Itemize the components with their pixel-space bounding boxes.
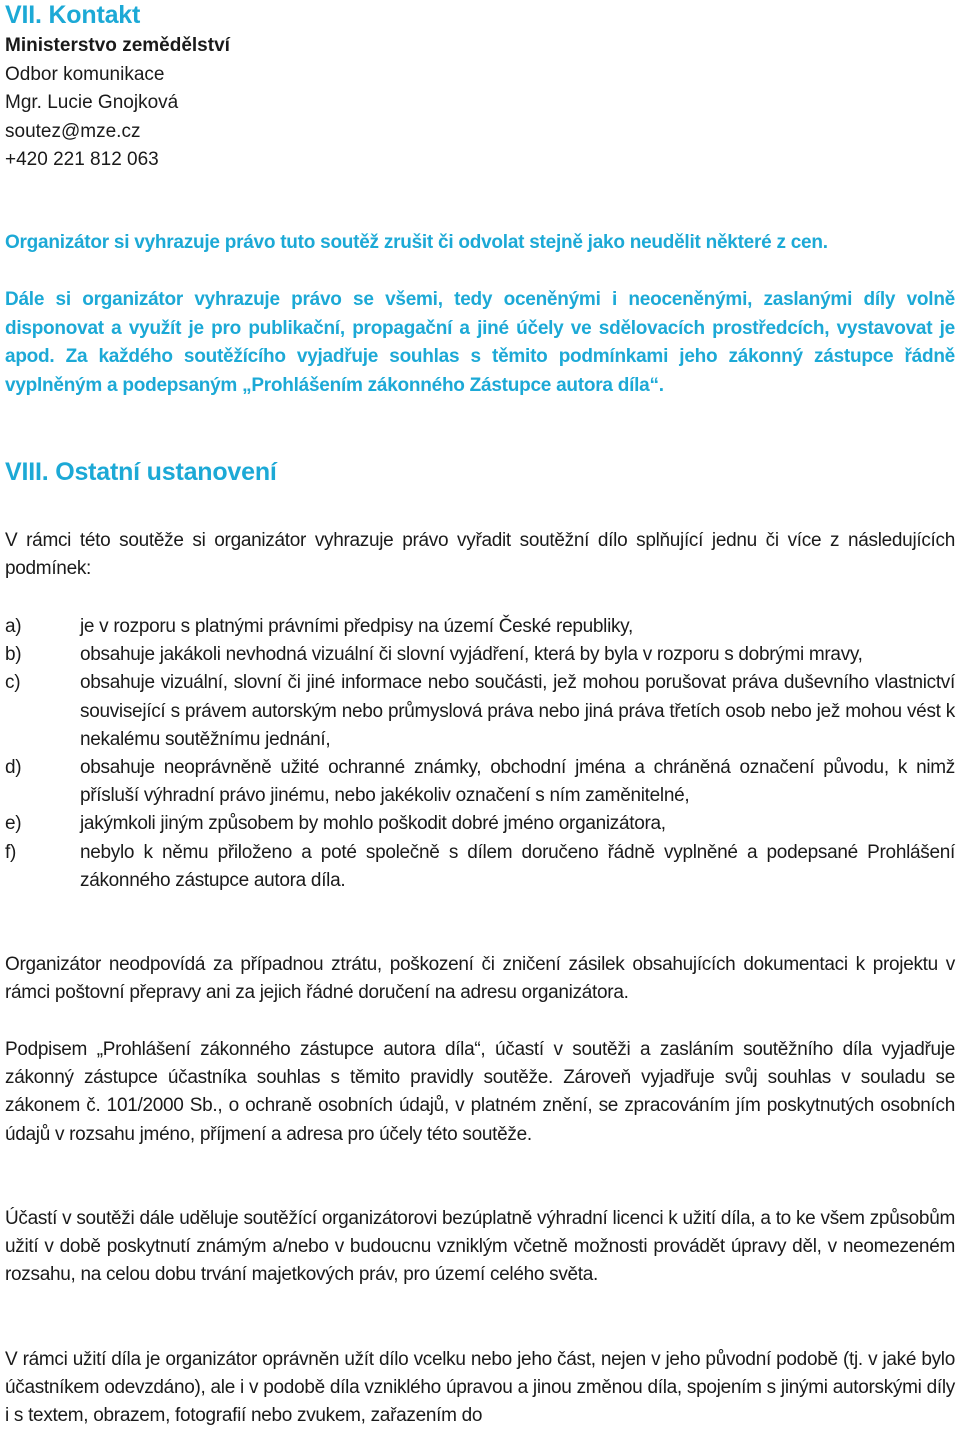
signature-paragraph: Podpisem „Prohlášení zákonného zástupce autora díla“, účastí v soutěži a zasláním soutěžního díla vyjadřuje zákonný zástupce účastníka souhlas s těmito pravidly soutěže. Zároveň vyjadřuje svůj souhlas v souladu se zákonem č. 101/2000 Sb., o ochraně osobních údajů, v platném znění, se zpracováním jím poskytnutých osobních údajů v rozsahu jméno, příjmení a adresa pro účely této soutěže. [5, 1039, 955, 1145]
list-item [5, 839, 955, 895]
list-marker: b) [5, 644, 22, 666]
list-item-text: obsahuje neoprávněně užité ochranné známky, obchodní jména a chráněná označení původu, k nimž přísluší výhradní právo jinému, nebo jakékoliv označení s ním zaměnitelné, [80, 757, 955, 807]
list-item [5, 754, 955, 810]
list-item [5, 641, 955, 669]
list-item-text: je v rozporu s platnými právními předpisy na území České republiky, [80, 616, 633, 637]
intro-paragraph: V rámci této soutěže si organizátor vyhrazuje právo vyřadit soutěžní dílo splňující jednu či více z následujících podmínek: [5, 530, 955, 580]
list-item-text: nebylo k němu přiloženo a poté společně s dílem doručeno řádně vyplněné a podepsané Prohlášení zákonného zástupce autora díla. [80, 841, 955, 891]
contact-organization: Ministerstvo zemědělství [5, 35, 230, 56]
list-item-text: obsahuje vizuální, slovní či jiné informace nebo součásti, jež mohou porušovat práva duševního vlastnictví související s právem autorským nebo průmyslová práva nebo jiná práva třetích osob nebo jež mohou vést k nekalému soutěžnímu jednání, [80, 672, 955, 750]
note-cancel: Organizátor si vyhrazuje právo tuto soutěž zrušit či odvolat stejně jako neudělit některé z cen. [5, 232, 828, 253]
contact-person: Mgr. Lucie Gnojková [5, 92, 179, 113]
list-item [5, 613, 955, 641]
list-item [5, 669, 955, 754]
list-marker: c) [5, 672, 21, 694]
liability-paragraph: Organizátor neodpovídá za případnou ztrátu, poškození či zničení zásilek obsahujících dokumentaci k projektu v rámci poštovní přepravy ani za jejich řádné doručení na adresu organizátora. [5, 954, 955, 1004]
contact-email: soutez@mze.cz [5, 120, 141, 142]
list-item [5, 810, 955, 838]
contact-block [5, 32, 230, 175]
note-rights: Dále si organizátor vyhrazuje právo se všemi, tedy oceněnými i neoceněnými, zaslanými díly volně disponovat a využít je pro publikační, propagační a jiné účely ve sdělovacích prostředcích, vystavovat je apod. Za každého soutěžícího vyjadřuje souhlas s těmito podmínkami jeho zákonný zástupce řádně vyplněným a podepsaným „Prohlášením zákonného Zástupce autora díla“. [5, 289, 955, 396]
list-item-text: obsahuje jakákoli nevhodná vizuální či slovní vyjádření, která by byla v rozporu s dobrými mravy, [80, 644, 863, 666]
conditions-list [5, 613, 955, 895]
list-item-text: jakýmkoli jiným způsobem by mohlo poškodit dobré jméno organizátora, [80, 813, 666, 835]
usage-paragraph: V rámci užití díla je organizátor oprávněn užít dílo vcelku nebo jeho část, nejen v jeho původní podobě (tj. v jaké bylo účastníkem odevzdáno), ale i v podobě díla vzniklého úpravou a jinou změnou díla, spojením s jinými autorskými díly i s textem, obrazem, fotografií nebo zvukem, zařazením do [5, 1349, 955, 1427]
list-marker: a) [5, 616, 22, 637]
section-heading-ostatni-ustanoveni: VIII. Ostatní ustanovení [5, 458, 277, 486]
license-paragraph: Účastí v soutěži dále uděluje soutěžící organizátorovi bezúplatně výhradní licenci k užití díla, a to ke všem způsobům užití v době poskytnutí známým a/nebo v budoucnu vzniklým včetně možnosti provádět úpravy děl, v neomezeném rozsahu, na celou dobu trvání majetkových práv, pro území celého světa. [5, 1208, 955, 1286]
list-marker: e) [5, 813, 22, 835]
list-marker: d) [5, 757, 22, 779]
contact-department: Odbor komunikace [5, 63, 165, 85]
list-marker: f) [5, 841, 17, 863]
contact-phone: +420 221 812 063 [5, 149, 159, 170]
section-heading-kontakt: VII. Kontakt [5, 1, 141, 29]
